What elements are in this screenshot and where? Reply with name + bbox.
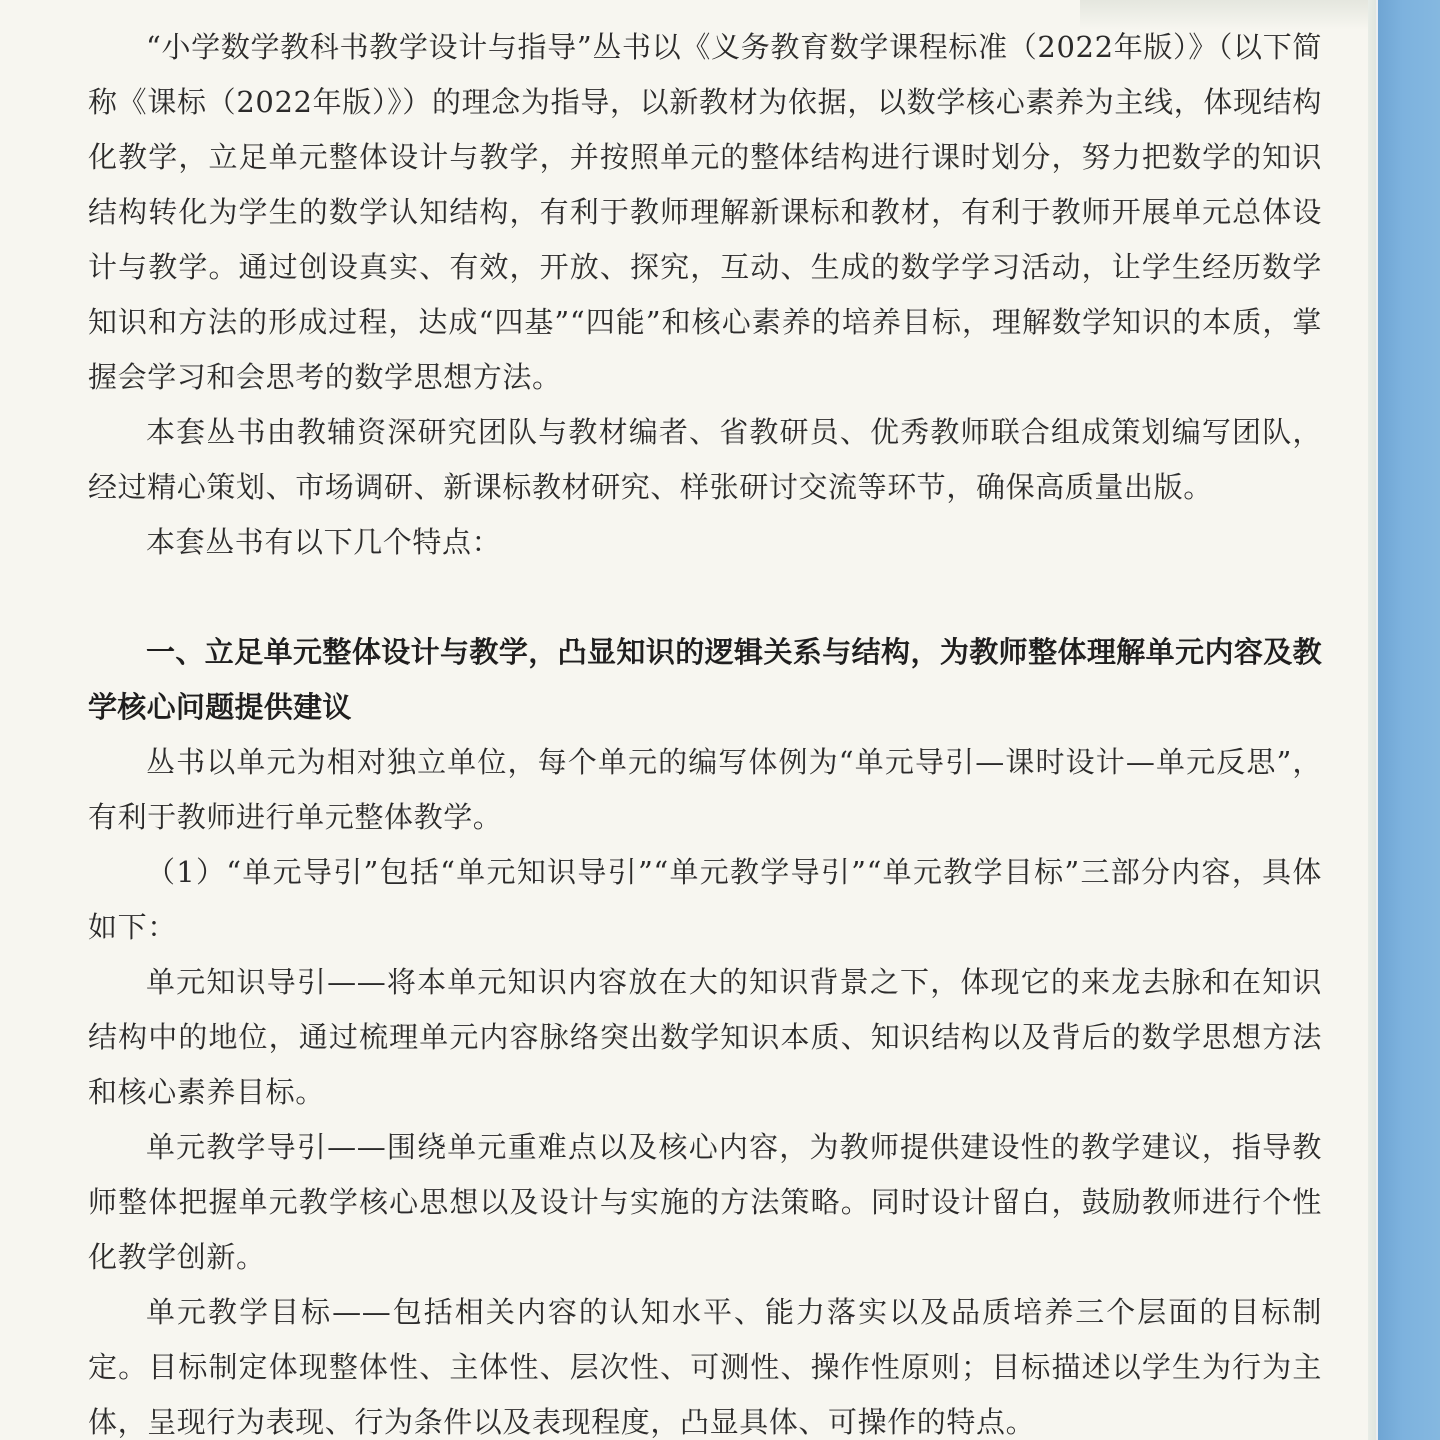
page-text [88, 20, 1322, 1440]
paragraph-teaching-guide: 单元教学导引——围绕单元重难点以及核心内容，为教师提供建设性的教学建议，指导教师整体把握单元教学核心思想以及设计与实施的方法策略。同时设计留白，鼓励教师进行个性化教学创新。 [88, 1130, 1322, 1274]
section-heading-1: 一、立足单元整体设计与教学，凸显知识的逻辑关系与结构，为教师整体理解单元内容及教学核心问题提供建议 [88, 635, 1322, 724]
paragraph-knowledge-guide: 单元知识导引——将本单元知识内容放在大的知识背景之下，体现它的来龙去脉和在知识结构中的地位，通过梳理单元内容脉络突出数学知识本质、知识结构以及背后的数学思想方法和核心素养目标。 [88, 965, 1322, 1109]
paragraph-unit-structure: 丛书以单元为相对独立单位，每个单元的编写体例为“单元导引—课时设计—单元反思”，有利于教师进行单元整体教学。 [88, 745, 1322, 834]
side-color-strip [1375, 0, 1440, 1440]
paragraph-team: 本套丛书由教辅资深研究团队与教材编者、省教研员、优秀教师联合组成策划编写团队，经过精心策划、市场调研、新课标教材研究、样张研讨交流等环节，确保高质量出版。 [88, 415, 1322, 504]
paragraph-teaching-goals: 单元教学目标——包括相关内容的认知水平、能力落实以及品质培养三个层面的目标制定。目标制定体现整体性、主体性、层次性、可测性、操作性原则；目标描述以学生为行为主体，呈现行为表现、行为条件以及表现程度，凸显具体、可操作的特点。 [88, 1295, 1322, 1439]
paragraph-features-lead: 本套丛书有以下几个特点： [146, 525, 502, 559]
paragraph-intro: “小学数学教科书教学设计与指导”丛书以《义务教育数学课程标准（2022年版）》（以下简称《课标（2022年版）》）的理念为指导，以新教材为依据，以数学核心素养为主线，体现结构化教学，立足单元整体设计与教学，并按照单元的整体结构进行课时划分，努力把数学的知识结构转化为学生的数学认知结构，有利于教师理解新课标和教材，有利于教师开展单元总体设计与教学。通过创设真实、有效，开放、探究，互动、生成的数学学习活动，让学生经历数学知识和方法的形成过程，达成“四基”“四能”和核心素养的培养目标，理解数学知识的本质，掌握会学习和会思考的数学思想方法。 [88, 30, 1322, 394]
paragraph-unit-guide: （1）“单元导引”包括“单元知识导引”“单元教学导引”“单元教学目标”三部分内容，具体如下： [88, 855, 1322, 944]
paragraph-spacer [88, 570, 1322, 625]
